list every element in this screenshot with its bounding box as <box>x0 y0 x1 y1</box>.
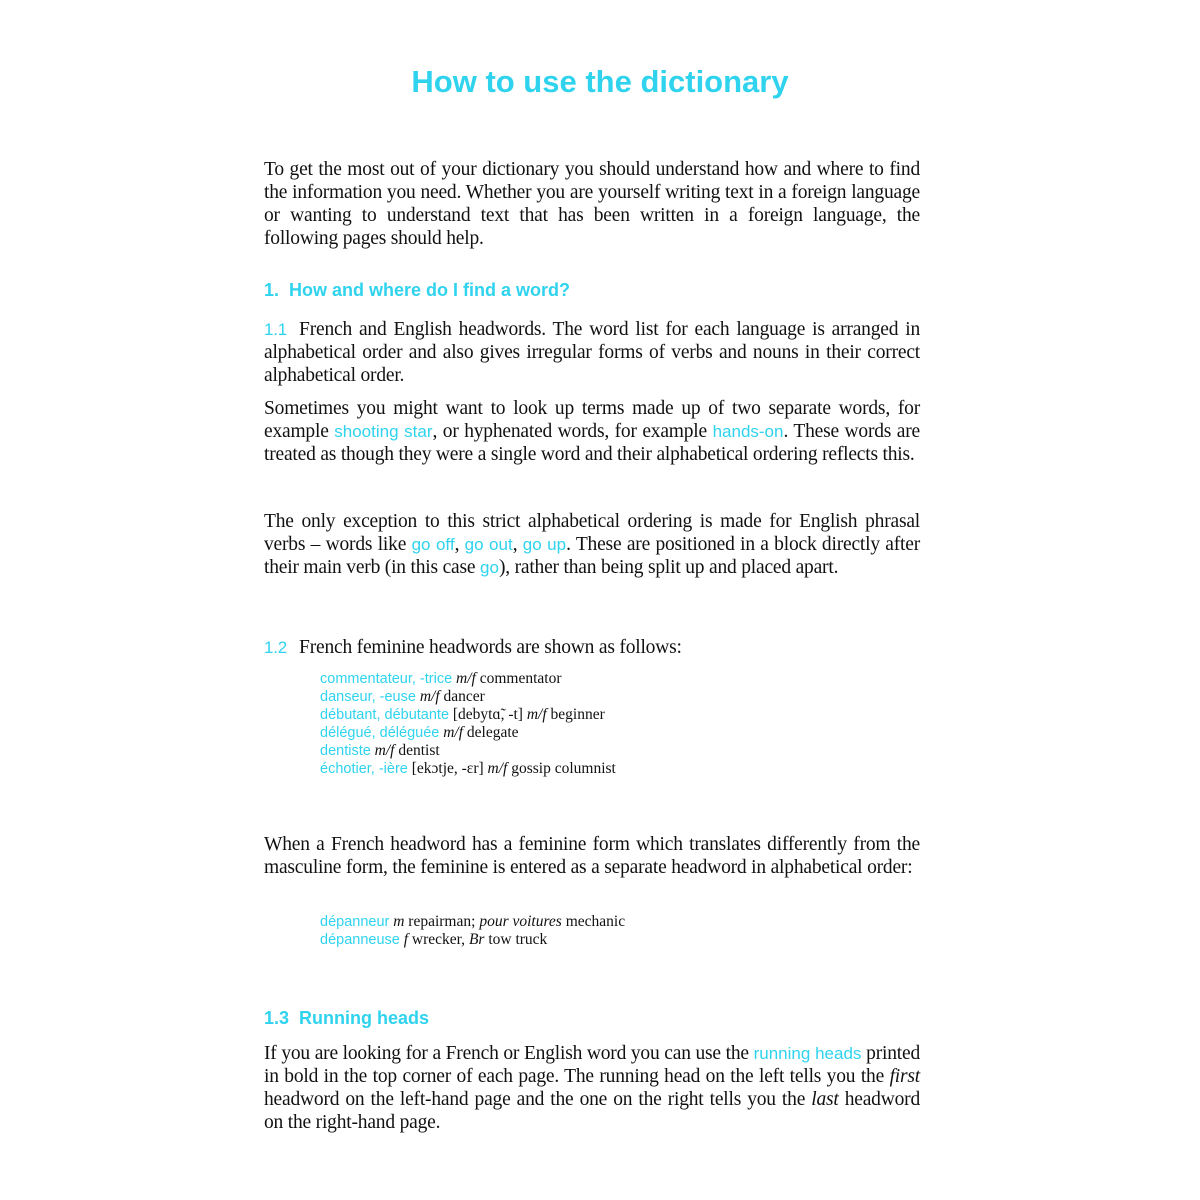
entry-definition: beginner <box>546 706 605 723</box>
intro-paragraph: To get the most out of your dictionary you should understand how and where to find the information you need. Whether you are yourself writing text in a foreign language or wanting to understand text that has been written in a foreign language, the following pages should help. <box>264 159 920 249</box>
text-run: , or hyphenated words, for example <box>432 421 713 442</box>
text-run: The only exception to this strict alphabetical ordering is made for English phrasal verbs – words like <box>264 511 920 555</box>
entry-grammar: m <box>393 913 405 930</box>
dictionary-entry <box>320 724 640 742</box>
example-go: go <box>480 558 499 577</box>
separate-headword-entries <box>320 913 640 949</box>
section-1-1-number: 1.1 <box>264 320 288 339</box>
entry-context: Br <box>468 931 485 948</box>
entry-pronunciation: [debytɑ̃, -t] <box>449 706 527 723</box>
section-1-title: How and where do I find a word? <box>289 280 571 300</box>
feminine-separate-paragraph: When a French headword has a feminine form which translates differently from the masculine form, the feminine is entered as a separate headword in alphabetical order: <box>264 834 920 878</box>
entry-definition: commentator <box>475 670 562 687</box>
section-1-1-text: French and English headwords. The word list for each language is arranged in alphabetical order and also gives irregular forms of verbs and nouns in their correct alphabetical order. <box>264 319 920 386</box>
entry-headword: dentiste <box>320 743 371 759</box>
compound-words-paragraph <box>264 397 920 466</box>
section-1-3-heading <box>264 1008 920 1029</box>
running-heads-paragraph <box>264 1042 920 1134</box>
section-1-2-number: 1.2 <box>264 638 288 657</box>
entry-definition: mechanic <box>561 913 626 930</box>
dictionary-entry <box>320 706 640 724</box>
text-run: If you are looking for a French or English word you can use the <box>264 1043 754 1064</box>
section-1-3-title: Running heads <box>299 1008 430 1028</box>
entry-context: pour voitures <box>479 913 562 930</box>
feminine-entries-list <box>320 670 640 778</box>
dictionary-entry <box>320 931 640 949</box>
section-1-2-text: French feminine headwords are shown as follows: <box>299 637 682 658</box>
example-hands-on: hands-on <box>712 422 784 441</box>
section-1-number: 1. <box>264 280 280 300</box>
page-title: How to use the dictionary <box>411 64 789 99</box>
entry-headword: échotier, -ière <box>320 761 408 777</box>
section-1-heading <box>264 280 920 301</box>
text-run: headword on the left-hand page and the one on the right tells you the <box>264 1089 812 1110</box>
entry-pronunciation: [ekɔtje, -ɛr] <box>407 760 488 777</box>
entry-grammar: m/f <box>419 688 440 705</box>
phrasal-verbs-paragraph <box>264 510 920 579</box>
text-run: , <box>512 534 523 555</box>
example-go-out: go out <box>464 535 513 554</box>
text-run: printed in bold in the top corner of each page. The running head on the left tells you the <box>264 1043 920 1087</box>
example-go-off: go off <box>411 535 455 554</box>
text-run: ), rather than being split up and placed apart. <box>498 557 839 578</box>
emphasis-first: first <box>889 1066 920 1087</box>
emphasis-last: last <box>811 1089 839 1110</box>
example-running-heads: running heads <box>753 1044 862 1063</box>
entry-definition: dentist <box>394 742 440 759</box>
dictionary-entry <box>320 742 640 760</box>
entry-headword: commentateur, -trice <box>320 671 453 687</box>
entry-grammar: m/f <box>443 724 464 741</box>
example-go-up: go up <box>522 535 567 554</box>
dictionary-entry <box>320 688 640 706</box>
entry-grammar: m/f <box>487 760 508 777</box>
entry-definition: tow truck <box>484 931 548 948</box>
entry-grammar: m/f <box>374 742 395 759</box>
section-1-1-paragraph <box>264 318 920 387</box>
entry-definition: dancer <box>439 688 485 705</box>
entry-headword: débutant, débutante <box>320 707 450 723</box>
entry-headword: danseur, -euse <box>320 689 416 705</box>
entry-grammar: m/f <box>456 670 476 687</box>
entry-headword: délégué, déléguée <box>320 725 440 741</box>
entry-definition: wrecker, <box>408 931 469 948</box>
text-run: headword on the right-hand page. <box>264 1089 920 1133</box>
entry-definition: delegate <box>463 724 519 741</box>
entry-headword: dépanneuse <box>320 932 400 948</box>
section-1-3-number: 1.3 <box>264 1008 290 1028</box>
entry-grammar: f <box>403 931 409 948</box>
text-run: . These words are treated as though they were a single word and their alphabetical ordering reflects this. <box>264 421 920 465</box>
entry-definition: gossip columnist <box>507 760 616 777</box>
entry-headword: dépanneur <box>320 914 390 930</box>
entry-definition: repairman; <box>404 913 480 930</box>
section-1-2-paragraph <box>264 636 920 659</box>
dictionary-entry <box>320 913 640 931</box>
example-shooting-star: shooting star <box>334 422 433 441</box>
text-run: , <box>454 534 465 555</box>
dictionary-entry <box>320 670 640 688</box>
entry-grammar: m/f <box>526 706 547 723</box>
text-run: . These are positioned in a block directly after their main verb (in this case <box>264 534 921 578</box>
dictionary-entry <box>320 760 640 778</box>
text-run: Sometimes you might want to look up terms made up of two separate words, for example <box>264 398 920 442</box>
